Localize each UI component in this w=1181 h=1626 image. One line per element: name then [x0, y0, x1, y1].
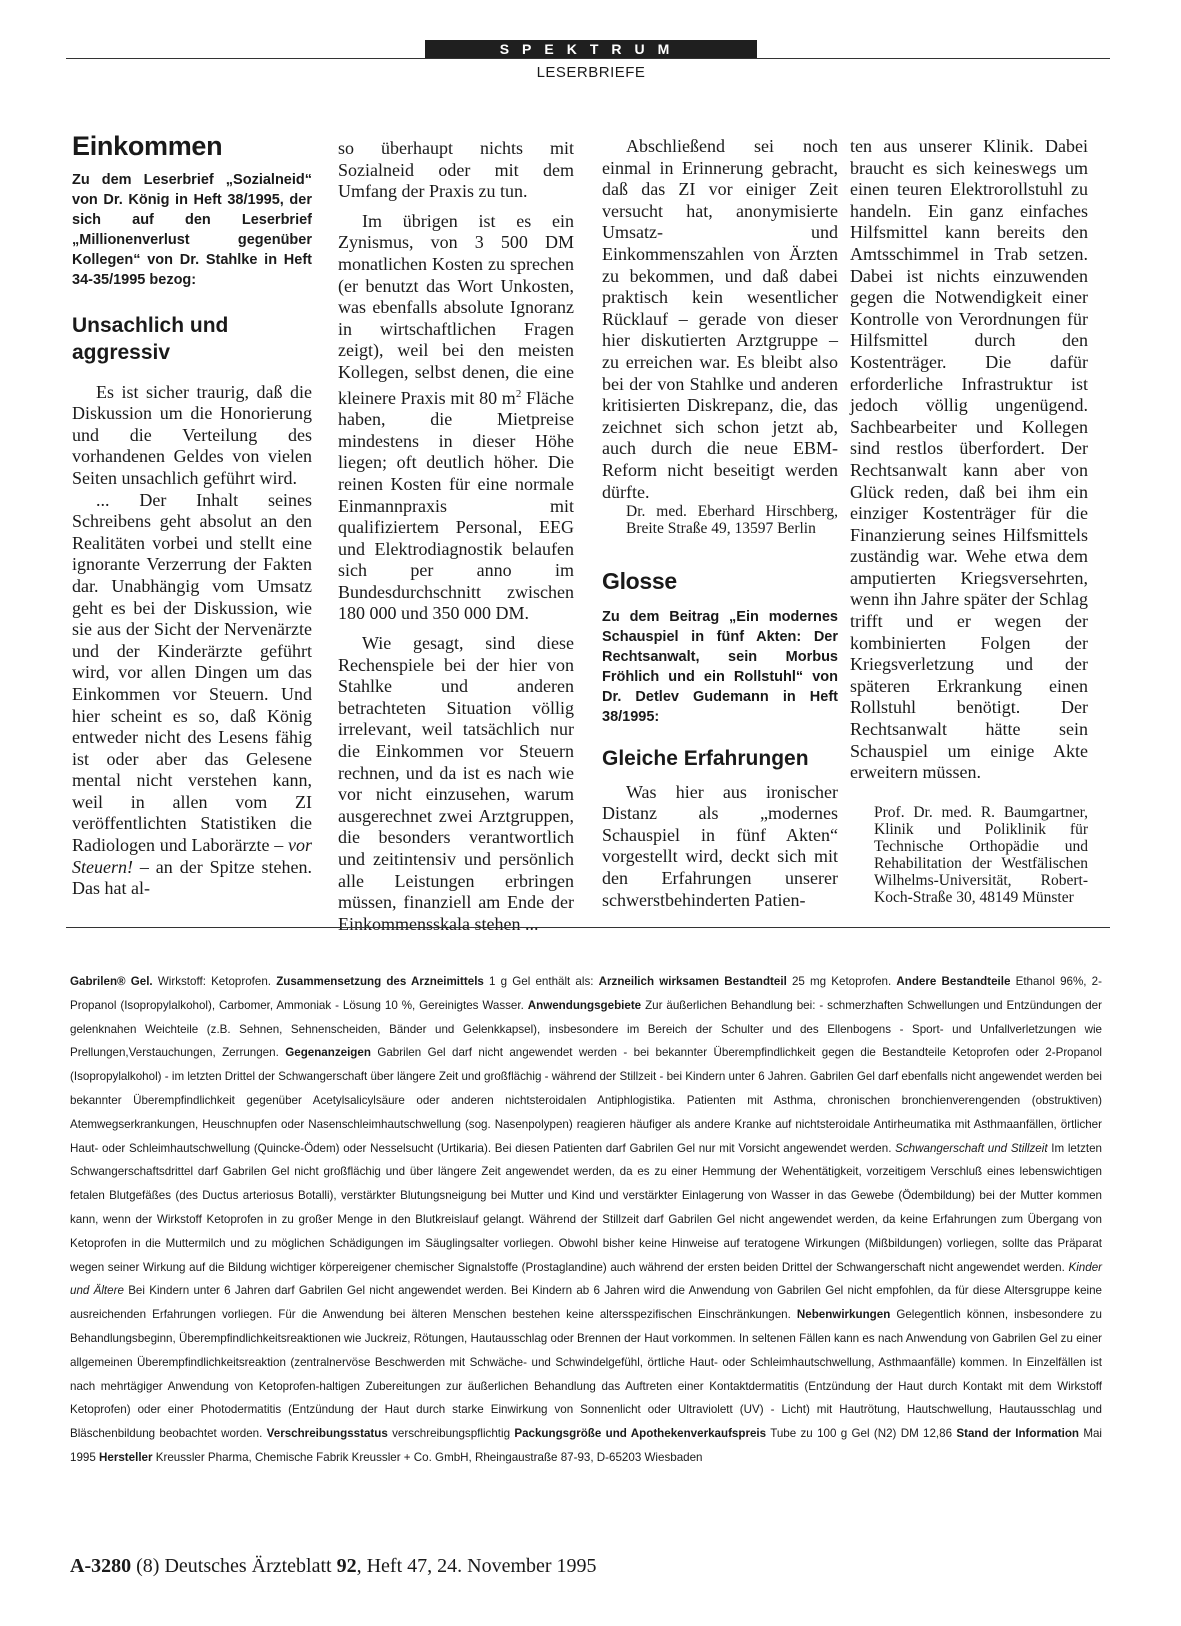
article-title-einkommen: Einkommen: [72, 131, 223, 161]
column-3: [602, 136, 838, 911]
ad-subheading: Kinder und Ältere: [70, 1260, 1102, 1298]
paragraph: so überhaupt nichts mit Sozialneid oder mit dem Umfang der Praxis zu tun.: [338, 138, 574, 202]
page-number: A-3280: [70, 1555, 132, 1577]
ad-text: 1 g Gel enthält als:: [483, 975, 599, 988]
ad-heading: Hersteller: [99, 1450, 153, 1464]
issue-date: , Heft 47, 24. November 1995: [356, 1555, 597, 1577]
paragraph: Wie gesagt, sind diese Rechenspiele bei der hier von Stahlke und anderen betrachteten Situation völlig irrelevant, weil tatsächlich nur die Einkommen vor Steuern rechnen, und da ist es nach wie vor nicht einzusehen, warum ausgerechnet zwei Arztgruppen, die besonders verantwortlich und zeitintensiv und persönlich alle Leistungen erbringen müssen, finanziell am Ende der Einkommensskala stehen ...: [338, 633, 574, 934]
column-1: [72, 131, 312, 900]
letter-headline: Unsachlich und aggressiv: [72, 313, 229, 364]
ad-text: Bei Kindern unter 6 Jahren darf Gabrilen Gel nicht angewendet werden. Bei Kindern ab 6 Jahren wird die Anwendung von Gabrilen Gel nicht empfohlen, da für diese Altersgruppe keine ausreichenden Erfahrungen vorliegen. Für die Anwendung bei älteren Menschen bestehen keine altersspezifischen Einschränkungen.: [70, 1284, 1102, 1322]
paragraph: ... Der Inhalt seines Schreibens geht absolut an den Realitäten vorbei und stellt eine ignorante Verzerrung der Fakten dar. Unabhängig vom Umsatz geht es bei der Diskussion, wie sie aus der Sicht der Nervenärzte und der Kinderärzte geführt wird, vor allen Dingen um das Einkommen vor Steuern. Und hier scheint es so, daß König entweder nicht des Lesens fähig ist oder aber das Gelesene mental nicht verstehen kann, weil in allen vom ZI veröffentlichten Statistiken die Radiologen und Laborärzte – vor Steuern! – an der Spitze stehen. Das hat al-: [72, 489, 312, 899]
ad-heading: Gabrilen® Gel.: [70, 975, 153, 988]
ad-subheading: Schwangerschaft und Stillzeit: [895, 1141, 1048, 1155]
ad-text: 25 mg Ketoprofen.: [786, 975, 897, 988]
ad-text: Wirkstoff: Ketoprofen.: [152, 975, 277, 988]
header-rule: [66, 58, 1110, 59]
journal-name: Deutsches Ärzteblatt: [164, 1555, 332, 1577]
ad-heading: Nebenwirkungen: [796, 1308, 891, 1322]
ad-heading: Arzneilich wirksamen Bestandteil: [598, 975, 787, 988]
column-2: [338, 138, 574, 935]
subsection-label: LESERBRIEFE: [536, 64, 646, 81]
ad-heading: Stand der Information: [956, 1427, 1080, 1441]
author-signature: Dr. med. Eberhard Hirschberg, Breite Straße 49, 13597 Berlin: [626, 503, 838, 538]
letter-headline: Gleiche Erfahrungen: [602, 746, 809, 770]
section-header: SPEKTRUM: [425, 40, 757, 59]
ad-heading: Andere Bestandteile: [896, 975, 1011, 988]
paragraph: Im übrigen ist es ein Zynismus, von 3 500 DM monatlichen Kosten zu sprechen (er benutzt das Wort Unkosten, was ebenfalls absolute Ignoranz in wirtschaftlichen Fragen zeigt), weil bei den meisten Kollegen, selbst denen, die eine kleinere Praxis mit 80 $m^2$ Fläche haben, die Mietpreise mindestens in dieser Höhe liegen; oft deutlich höher. Die reinen Kosten für eine normale Einmannpraxis mit qualifiziertem Personal, EEG und Elektrodiagnostik belaufen sich per anno im Bundesdurchschnitt zwischen 180 000 und 350 000 DM.: [338, 210, 575, 624]
ad-heading: Packungsgröße und Apothekenverkaufspreis: [514, 1427, 767, 1441]
paragraph: Was hier aus ironischer Distanz als „modernes Schauspiel in fünf Akten“ vorgestellt wird, deckt sich mit den Erfahrungen unserer schwerstbehinderten Patien-: [602, 781, 838, 910]
ad-text: Im letzten Schwangerschaftsdrittel darf Gabrilen Gel nicht großflächig und über längere Zeit angewendet werden, da es zu einer Hemmung der Wehentätigkeit, vorzeitigem Verschluß eines lebenswichtigen fetalen Blutgefäßes (des Ductus arteriosus Botalli), verstärkter Blutungsneigung bei Mutter und Kind und verstärkter Einlagerung von Wasser in das Gewebe (Ödembildung) bei der Mutter kommen kann, wenn der Wirkstoff Ketoprofen in zu großer Menge in den Blutkreislauf gelangt. Während der Stillzeit darf Gabrilen Gel nicht angewendet werden, da keine Erfahrungen zum Übergang von Ketoprofen in die Muttermilch und zu möglichen Schädigungen im Säuglingsalter vorliegen. Obwohl bisher keine Hinweise auf teratogene Wirkungen (Mißbildungen) vorliegen, sollte das Präparat wegen seiner Wirkung auf die Bildung wichtiger körpereigener chemischer Signalstoffe (Prostaglandine) auch während der ersten beiden Drittel der Schwangerschaft nicht angewendet werden.: [70, 1141, 1103, 1274]
ad-text: Ethanol 96%, 2-Propanol (Isopropylalkohol), Carbomer, Ammoniak - Lösung 10 %, Gereinigtes Wasser.: [70, 975, 1102, 1012]
page-footer: [70, 1555, 597, 1578]
letter-intro: Zu dem Leserbrief „Sozialneid“ von Dr. König in Heft 38/1995, der sich auf den Leserbrief „Millionenverlust gegenüber Kollegen“ von Dr. Stahlke in Heft 34-35/1995 bezog:: [72, 171, 312, 288]
article-title-glosse: Glosse: [602, 568, 677, 595]
ad-text: Mai 1995: [70, 1427, 1103, 1464]
ad-heading: Zusammensetzung des Arzneimittels: [276, 975, 484, 988]
ad-heading: Verschreibungsstatus: [266, 1427, 388, 1441]
author-signature: Prof. Dr. med. R. Baumgartner, Klinik und Poliklinik für Technische Orthopädie und Rehabilitation der Westfälischen Wilhelms-Universität, Robert-Koch-Straße 30, 48149 Münster: [874, 803, 1088, 906]
paragraph: Es ist sicher traurig, daß die Diskussion um die Honorierung und die Verteilung des vorhandenen Geldes von vielen Seiten unsachlich geführt wird.: [72, 381, 312, 488]
ad-text: Tube zu 100 g Gel (N2) DM 12,86: [766, 1427, 957, 1441]
ad-text: verschreibungspflichtig: [387, 1427, 515, 1441]
column-4: [850, 136, 1088, 906]
local-page-number: (8): [136, 1555, 160, 1577]
drug-advertisement-text: [70, 970, 1102, 1470]
ad-text: Gabrilen Gel darf nicht angewendet werden - bei bekannter Überempfindlichkeit gegen die Bestandteile Ketoprofen oder 2-Propanol (Isopropylalkohol) - im letzten Drittel der Schwangerschaft über längere Zeit und großflächig - während der Stillzeit - bei Kindern unter 6 Jahren. Gabrilen Gel darf ebenfalls nicht angewendet werden bei bekannter Überempfindlichkeit gegenüber Acetylsalicylsäure oder anderen nichtsteroidalen Antiphlogistika. Patienten mit Asthma, chronischen bronchienverengenden (obstruktiven) Atemwegserkrankungen, Heuschnupfen oder Nasenschleimhautschwellung (sog. Nasenpolypen) reagieren häufiger als andere Kranke auf nichtsteroidale Antirheumatika mit Asthmaanfällen, örtlicher Haut- oder Schleimhautschwellung (Quincke-Ödem) oder Nesselsucht (Urtikaria). Bei diesen Patienten darf Gabrilen Gel nur mit Vorsicht angewendet werden.: [70, 1046, 1102, 1155]
ad-text: Gelegentlich können, insbesondere zu Behandlungsbeginn, Überempfindlichkeitsreaktionen wie Juckreiz, Rötungen, Hautausschlag oder Brennen der Haut vorkommen. In seltenen Fällen kann es nach Anwendung von Gabrilen Gel zu einer allgemeinen Überempfindlichkeitsreaktion (zentralnervöse Beschwerden mit Schwäche- und Schwindelgefühl, örtliche Haut- oder Schleimhautschwellung, Asthmaanfälle) kommen. In Einzelfällen ist nach mehrtägiger Anwendung von Ketoprofen-haltigen Zubereitungen zur äußerlichen Behandlung das Auftreten einer Kontaktdermatitis (Entzündung der Haut durch Kontakt mit dem Wirkstoff Ketoprofen) oder einer Photodermatitis (Entzündung der Haut durch starke Einwirkung von Sonnenlicht oder Ultraviolett (UV) - Licht) mit Hautrötung, Hautschwellung, Hautausschlag und Bläschenbildung beobachtet worden.: [70, 1308, 1103, 1441]
section-divider: [66, 927, 1110, 928]
ad-text: Kreussler Pharma, Chemische Fabrik Kreussler + Co. GmbH, Rheingaustraße 87-93, D-65203 Wiesbaden: [152, 1450, 703, 1464]
ad-heading: Gegenanzeigen: [285, 1046, 371, 1060]
paragraph: ten aus unserer Klinik. Dabei braucht es sich keineswegs um einen teuren Elektrorollstuhl zu handeln. Ein ganz einfaches Hilfsmittel kann bereits den Amtsschimmel in Trab setzen. Dabei ist nichts einzuwenden gegen die Notwendigkeit einer Kontrolle von Verordnungen für Hilfsmittel durch den Kostenträger. Die dafür erforderliche Infrastruktur ist jedoch völlig ungenügend. Sachbearbeiter und Kollegen sind restlos überfordert. Der Rechtsanwalt kann aber von Glück reden, daß bei ihm ein einziger Kostenträger für die Finanzierung seines Hilfsmittels zuständig war. Wehe etwa dem amputierten Kriegsversehrten, wenn ihn Jahre später der Schlag trifft und er wegen der kombinierten Folgen der Kriegsverletzung und der späteren Erkrankung einen Rollstuhl benötigt. Der Rechtsanwalt hätte sein Schauspiel um einige Akte erweitern müssen.: [850, 136, 1088, 783]
paragraph: Abschließend sei noch einmal in Erinnerung gebracht, daß das ZI vor einiger Zeit versucht hat, anonymisierte Umsatz- und Einkommenszahlen von Ärzten zu bekommen, und daß dabei praktisch kein wesentlicher Rücklauf – gerade von dieser hier diskutierten Arztgruppe – zu erreichen war. Es bleibt also bei der von Stahlke und anderen kritisierten Diskrepanz, die, das zeichnet sich schon jetzt ab, auch durch die neue EBM-Reform nicht beseitigt werden dürfte.: [602, 136, 838, 502]
emphasis: vor Steuern!: [72, 835, 312, 877]
ad-heading: Anwendungsgebiete: [527, 998, 642, 1012]
ad-text: Zur äußerlichen Behandlung bei: - schmerzhaften Schwellungen und Entzündungen der gelenknahen Weichteile (z.B. Sehnen, Sehnenscheiden, Bänder und Gelenkkapsel), insbesondere im Bereich der Schulter und des Ellenbogens - Sport- und Unfallverletzungen wie Prellungen,Verstauchungen, Zerrungen.: [70, 998, 1102, 1060]
volume-number: 92: [336, 1555, 357, 1577]
letter-intro: Zu dem Beitrag „Ein modernes Schauspiel in fünf Akten: Der Rechtsanwalt, sein Morbus Fröhlich und ein Rollstuhl“ von Dr. Detlev Gudemann in Heft 38/1995:: [602, 608, 838, 725]
